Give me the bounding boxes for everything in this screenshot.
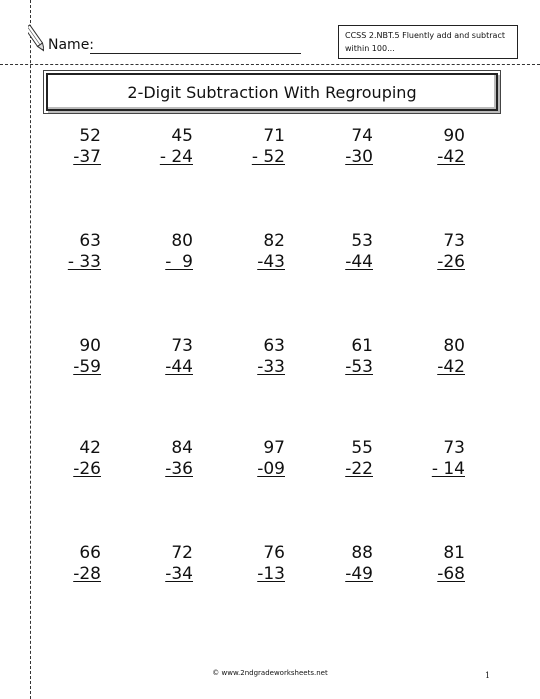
subtrahend: -22 [345, 459, 373, 479]
subtrahend: -43 [257, 252, 285, 272]
minuend: 63 [79, 231, 101, 251]
minuend: 45 [171, 126, 193, 146]
subtraction-problem [323, 438, 373, 480]
subtraction-problem [415, 231, 465, 273]
subtraction-problem [51, 231, 101, 273]
pencil-icon [28, 22, 44, 56]
subtrahend: -33 [257, 357, 285, 377]
subtraction-problem [415, 126, 465, 168]
title-frame [43, 70, 501, 114]
subtrahend: -42 [437, 147, 465, 167]
subtraction-problem [235, 336, 285, 378]
subtrahend: -53 [345, 357, 373, 377]
minuend: 71 [263, 126, 285, 146]
cut-line-horizontal [0, 64, 540, 65]
subtrahend: - 24 [159, 147, 193, 167]
subtrahend: -26 [437, 252, 465, 272]
minuend: 81 [443, 543, 465, 563]
minuend: 82 [263, 231, 285, 251]
subtrahend: -30 [345, 147, 373, 167]
subtraction-problem [51, 126, 101, 168]
subtrahend: -49 [345, 564, 373, 584]
subtraction-problem [143, 231, 193, 273]
copyright-footer: © www.2ndgradeworksheets.net [212, 669, 328, 677]
subtraction-problem [235, 231, 285, 273]
minuend: 97 [263, 438, 285, 458]
subtrahend: - 33 [67, 252, 101, 272]
subtrahend: - 52 [251, 147, 285, 167]
subtraction-problem [323, 126, 373, 168]
minuend: 63 [263, 336, 285, 356]
subtrahend: -59 [73, 357, 101, 377]
subtraction-problem [323, 231, 373, 273]
minuend: 72 [171, 543, 193, 563]
subtraction-problem [415, 438, 465, 480]
subtraction-problem [51, 438, 101, 480]
subtrahend: -34 [165, 564, 193, 584]
minuend: 80 [171, 231, 193, 251]
subtraction-problem [415, 543, 465, 585]
minuend: 88 [351, 543, 373, 563]
subtrahend: -37 [73, 147, 101, 167]
subtraction-problem [323, 336, 373, 378]
name-label: Name: [48, 37, 95, 53]
minuend: 76 [263, 543, 285, 563]
subtrahend: - 14 [431, 459, 465, 479]
minuend: 42 [79, 438, 101, 458]
subtrahend: -44 [165, 357, 193, 377]
name-write-line [90, 53, 301, 54]
subtraction-problem [415, 336, 465, 378]
minuend: 73 [171, 336, 193, 356]
minuend: 66 [79, 543, 101, 563]
minuend: 52 [79, 126, 101, 146]
subtraction-problem [143, 438, 193, 480]
standard-box: CCSS 2.NBT.5 Fluently add and subtract within 100... [338, 25, 518, 59]
minuend: 73 [443, 231, 465, 251]
subtraction-problem [51, 543, 101, 585]
minuend: 73 [443, 438, 465, 458]
subtraction-problem [235, 543, 285, 585]
cut-line-vertical [30, 0, 31, 699]
subtrahend: -44 [345, 252, 373, 272]
subtrahend: -28 [73, 564, 101, 584]
subtrahend: -26 [73, 459, 101, 479]
subtraction-problem [235, 438, 285, 480]
subtrahend: -09 [257, 459, 285, 479]
minuend: 61 [351, 336, 373, 356]
worksheet-title: 2-Digit Subtraction With Regrouping [46, 73, 498, 111]
subtraction-problem [143, 126, 193, 168]
minuend: 84 [171, 438, 193, 458]
subtrahend: -13 [257, 564, 285, 584]
subtrahend: -42 [437, 357, 465, 377]
subtraction-problem [51, 336, 101, 378]
minuend: 80 [443, 336, 465, 356]
subtraction-problem [143, 336, 193, 378]
subtrahend: - 9 [165, 252, 193, 272]
subtraction-problem [323, 543, 373, 585]
minuend: 74 [351, 126, 373, 146]
subtraction-problem [235, 126, 285, 168]
minuend: 90 [79, 336, 101, 356]
subtrahend: -36 [165, 459, 193, 479]
minuend: 53 [351, 231, 373, 251]
subtraction-problem [143, 543, 193, 585]
minuend: 55 [351, 438, 373, 458]
page-number: 1 [485, 671, 491, 680]
subtrahend: -68 [437, 564, 465, 584]
minuend: 90 [443, 126, 465, 146]
